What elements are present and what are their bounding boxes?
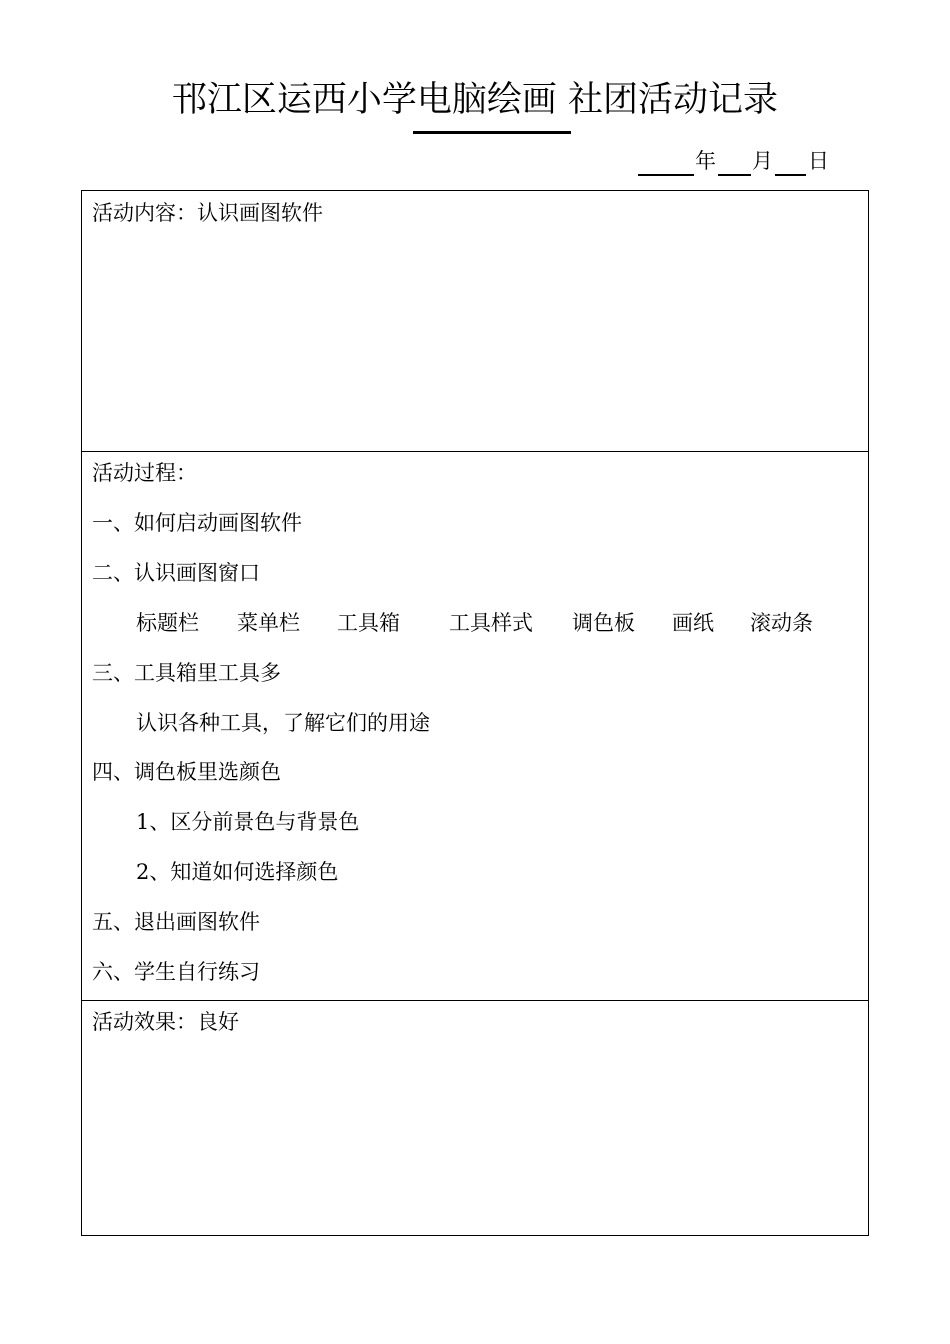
day-blank bbox=[775, 174, 806, 176]
window-part-tool-style: 工具样式 bbox=[449, 611, 533, 635]
process-step-1: 一、如何启动画图软件 bbox=[92, 511, 302, 535]
title-underline bbox=[413, 131, 571, 134]
window-part-palette: 调色板 bbox=[572, 611, 635, 635]
row-divider-2 bbox=[82, 1000, 868, 1001]
process-step-4: 四、调色板里选颜色 bbox=[92, 760, 281, 784]
process-step-6: 六、学生自行练习 bbox=[92, 960, 260, 984]
process-step-2: 二、认识画图窗口 bbox=[92, 561, 260, 585]
window-part-menu-bar: 菜单栏 bbox=[237, 611, 300, 635]
date-line bbox=[0, 146, 950, 178]
activity-process-label: 活动过程： bbox=[92, 461, 197, 485]
page-title: 邗江区运西小学电脑绘画 社团活动记录 bbox=[171, 80, 779, 120]
process-step-3-detail: 认识各种工具，了解它们的用途 bbox=[136, 711, 430, 735]
activity-record-table bbox=[81, 190, 869, 1236]
process-step-4-detail-2: 2、知道如何选择颜色 bbox=[136, 860, 339, 884]
year-blank bbox=[638, 174, 694, 176]
row-divider-1 bbox=[82, 451, 868, 452]
activity-effect: 活动效果：良好 bbox=[92, 1010, 239, 1034]
process-step-4-detail-1: 1、区分前景色与背景色 bbox=[136, 810, 360, 834]
month-blank bbox=[718, 174, 751, 176]
activity-content: 活动内容：认识画图软件 bbox=[92, 201, 323, 225]
window-part-canvas: 画纸 bbox=[672, 611, 714, 635]
day-label: 日 bbox=[808, 149, 829, 173]
window-part-scrollbar: 滚动条 bbox=[750, 611, 813, 635]
window-part-title-bar: 标题栏 bbox=[136, 611, 199, 635]
month-label: 月 bbox=[752, 149, 773, 173]
process-step-5: 五、退出画图软件 bbox=[92, 910, 260, 934]
window-part-toolbox: 工具箱 bbox=[337, 611, 400, 635]
process-step-3: 三、工具箱里工具多 bbox=[92, 661, 281, 685]
year-label: 年 bbox=[695, 149, 716, 173]
